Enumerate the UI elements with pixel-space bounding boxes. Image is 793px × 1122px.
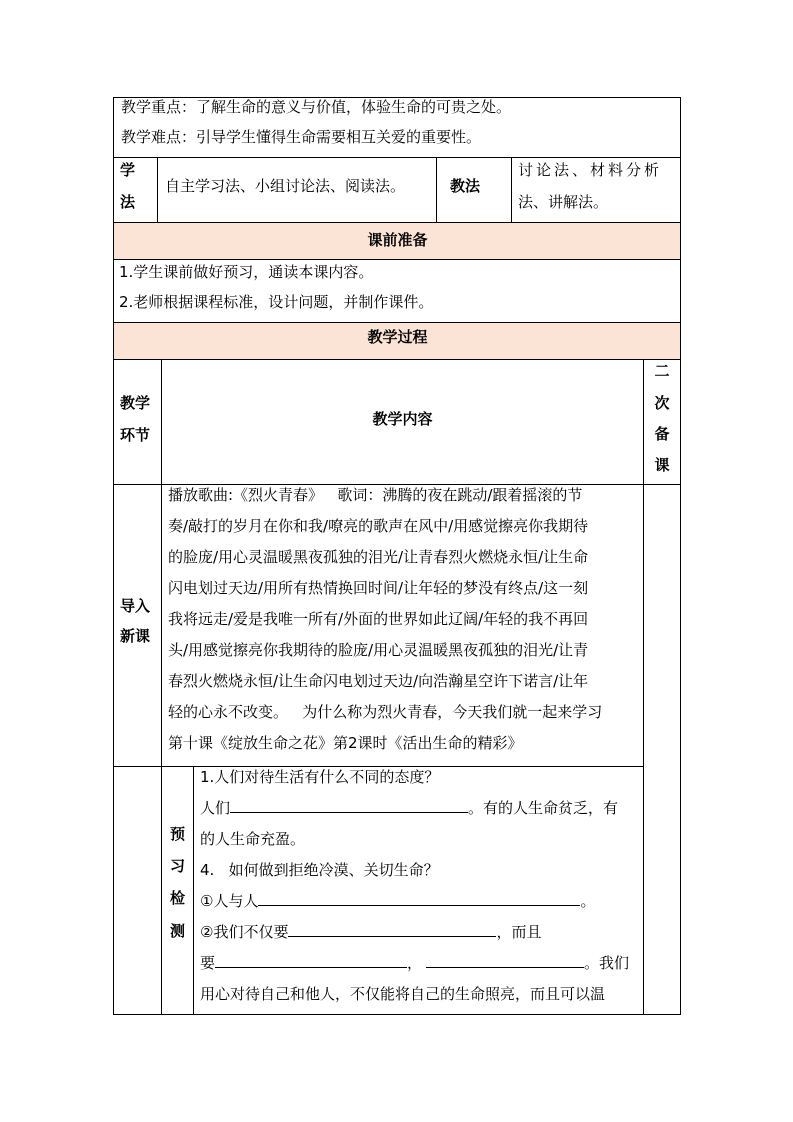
second-prep-header-4: 课 <box>654 456 670 474</box>
intro-line: 轻的心永不改变。 为什么称为烈火青春，今天我们就一起来学习 <box>168 703 603 721</box>
preview-q4-b <box>200 917 541 948</box>
intro-line: 播放歌曲:《烈火青春》 歌词：沸腾的夜在跳动/跟着摇滚的节 <box>168 486 583 504</box>
preview-q4-c <box>200 948 629 979</box>
preview-q4-b-suffix: ，而且 <box>496 923 542 941</box>
content-header: 教学内容 <box>372 410 433 428</box>
preview-q4-c-mid: ， <box>407 954 423 972</box>
preview-q1-answer <box>200 793 618 824</box>
second-prep-header-3: 备 <box>654 425 670 443</box>
preview-label-3: 检 <box>169 889 185 907</box>
second-prep-header-1: 二 <box>654 362 670 380</box>
preview-q4-c-prefix: 要 <box>200 954 216 972</box>
answer-blank[interactable] <box>215 949 407 968</box>
stage-header-2: 环节 <box>120 426 151 444</box>
prep-line-1: 1.学生课前做好预习，通读本课内容。 <box>119 263 374 281</box>
preview-q4: 4. 如何做到拒绝冷漠、关切生命？ <box>200 861 439 879</box>
preview-q4-c-suffix: 。我们 <box>584 954 630 972</box>
preview-q1-suffix: 。有的人生命贫乏，有 <box>468 799 619 817</box>
prep-header: 课前准备 <box>367 231 428 249</box>
answer-blank[interactable] <box>426 949 584 968</box>
answer-blank[interactable] <box>288 918 496 937</box>
rule-process-header-bottom <box>113 359 681 360</box>
intro-line: 头/用感觉擦亮你我期待的脸庞/用心灵温暖黑夜孤独的泪光/让青 <box>168 641 589 659</box>
preview-q4-d: 用心对待自己和他人，不仅能将自己的生命照亮，而且可以温 <box>200 985 606 1003</box>
preview-label-2: 习 <box>169 857 185 875</box>
rule-methods-1 <box>157 157 158 222</box>
rule-preview-inner <box>193 766 194 1014</box>
rule-bottom <box>113 1014 681 1015</box>
rule-methods-bottom <box>113 222 681 223</box>
rule-methods-2 <box>436 157 437 222</box>
preview-label-4: 测 <box>169 922 185 940</box>
preview-q1-prefix: 人们 <box>200 799 231 817</box>
rule-methods-3 <box>511 157 512 222</box>
preview-q4-a-prefix: ①人与人 <box>200 892 259 910</box>
intro-line: 我将远走/爱是我唯一所有/外面的世界如此辽阔/年轻的我不再回 <box>168 610 589 628</box>
preview-q1-line2: 的人生命充盈。 <box>200 830 306 848</box>
jiaofa-label: 教法 <box>450 177 481 195</box>
xuefa-content: 自主学习法、小组讨论法、阅读法。 <box>165 177 406 195</box>
prep-line-2: 2.老师根据课程标准，设计问题，并制作课件。 <box>119 293 434 311</box>
jiaofa-content-2: 法、讲解法。 <box>518 193 609 211</box>
intro-line: 春烈火燃烧永恒/让生命闪电划过天边/向浩瀚星空许下诺言/让年 <box>168 672 589 690</box>
teaching-focus: 教学重点：了解生命的意义与价值，体验生命的可贵之处。 <box>121 98 512 116</box>
preview-q1: 1.人们对待生活有什么不同的态度？ <box>200 768 440 786</box>
stage-header-1: 教学 <box>120 394 151 412</box>
process-header: 教学过程 <box>367 328 428 346</box>
answer-blank[interactable] <box>230 794 468 813</box>
intro-line: 第十课《绽放生命之花》第2课时《活出生命的精彩》 <box>168 734 523 752</box>
jiaofa-content-1: 讨论法、材料分析 <box>518 161 663 179</box>
intro-label-1: 导入 <box>120 597 151 615</box>
second-prep-header-2: 次 <box>654 394 670 412</box>
preview-q4-a-suffix: 。 <box>580 892 596 910</box>
preview-q4-a <box>200 886 595 917</box>
xuefa-label-1: 学 <box>120 161 136 179</box>
answer-blank[interactable] <box>258 887 580 906</box>
intro-label-2: 新课 <box>120 627 151 645</box>
preview-label-1: 预 <box>169 825 185 843</box>
teaching-difficulty: 教学难点：引导学生懂得生命需要相互关爱的重要性。 <box>121 128 482 146</box>
intro-line: 闪电划过天边/用所有热情换回时间/让年轻的梦没有终点/这一刻 <box>168 579 589 597</box>
xuefa-label-2: 法 <box>120 193 136 211</box>
preview-q4-b-prefix: ②我们不仅要 <box>200 923 289 941</box>
intro-line: 的脸庞/用心灵温暖黑夜孤独的泪光/让青春烈火燃烧永恒/让生命 <box>168 548 589 566</box>
intro-line: 奏/敲打的岁月在你和我/嘹亮的歌声在风中/用感觉擦亮你我期待 <box>168 517 589 535</box>
